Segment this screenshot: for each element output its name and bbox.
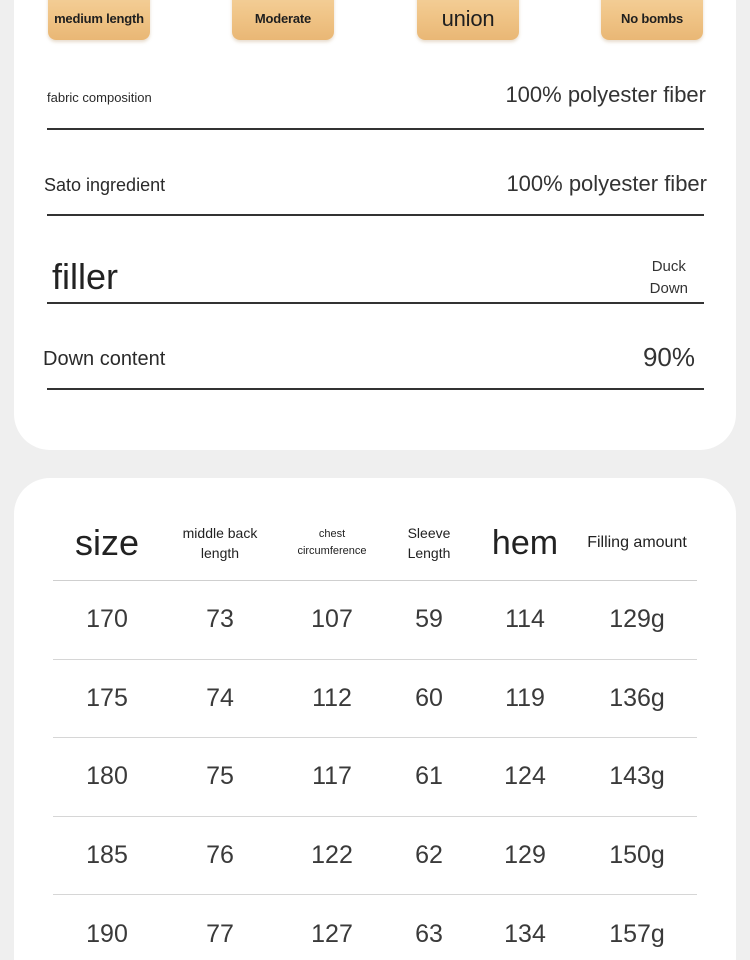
cell-chest: 107 (311, 605, 353, 634)
spec-value-down-content: 90% (642, 342, 695, 372)
divider (47, 388, 704, 390)
cell-sleeve: 60 (415, 683, 443, 712)
cell-sleeve: 61 (415, 762, 443, 791)
table-row (53, 660, 697, 739)
header-sleeve-line1: Sleeve (407, 525, 451, 541)
cell-size: 170 (86, 605, 128, 634)
cell-filling: 136g (609, 683, 665, 712)
cell-size: 190 (86, 919, 128, 948)
cell-back-length: 75 (206, 762, 234, 791)
header-chest-line1: chest (318, 528, 346, 540)
table-row (53, 895, 697, 960)
feature-tags (0, 0, 750, 40)
spec-value-filler (650, 256, 688, 300)
size-table (53, 506, 697, 960)
cell-hem: 124 (504, 762, 546, 791)
header-back-length-line1: middle back (182, 525, 258, 541)
header-chest (275, 506, 389, 580)
spec-label-fabric: fabric composition (47, 90, 152, 105)
cell-sleeve: 59 (415, 605, 443, 634)
spec-label-down-content: Down content (43, 348, 166, 370)
spec-value-filler-line1: Duck (651, 258, 686, 275)
spec-label-filler: filler (52, 256, 119, 297)
cell-filling: 143g (609, 762, 665, 791)
cell-size: 185 (86, 841, 128, 870)
header-chest-line2: circumference (297, 545, 367, 557)
cell-back-length: 74 (206, 683, 234, 712)
cell-chest: 117 (312, 762, 352, 791)
cell-size: 180 (86, 762, 128, 791)
spec-row-filler (42, 246, 708, 304)
header-sleeve-length (389, 506, 469, 580)
cell-filling: 129g (609, 605, 665, 634)
tag-fit: union (417, 0, 519, 40)
spec-value-filler-line2: Down (649, 280, 688, 297)
divider (47, 302, 704, 304)
cell-back-length: 73 (206, 605, 234, 634)
cell-hem: 114 (505, 605, 545, 634)
spec-row-fabric (42, 74, 708, 130)
spec-row-sato (42, 160, 708, 216)
cell-chest: 127 (311, 919, 353, 948)
table-row (53, 581, 697, 660)
tag-thickness: Moderate (232, 0, 334, 40)
cell-size: 175 (86, 683, 128, 712)
spec-value-sato: 100% polyester fiber (506, 171, 707, 196)
cell-hem: 134 (504, 919, 546, 948)
spec-value-fabric: 100% polyester fiber (505, 82, 706, 107)
cell-back-length: 76 (206, 841, 234, 870)
tag-elasticity: No bombs (601, 0, 703, 40)
cell-chest: 122 (311, 841, 353, 870)
header-size: size (74, 522, 140, 563)
table-row (53, 738, 697, 817)
spec-label-sato: Sato ingredient (44, 175, 166, 195)
header-back-length-line2: length (200, 545, 240, 561)
cell-hem: 129 (504, 841, 546, 870)
spec-row-down-content (42, 334, 708, 390)
cell-back-length: 77 (206, 919, 234, 948)
cell-hem: 119 (505, 683, 545, 712)
cell-sleeve: 63 (415, 919, 443, 948)
divider (47, 128, 704, 130)
divider (47, 214, 704, 216)
cell-filling: 150g (609, 841, 665, 870)
header-filling-amount: Filling amount (587, 534, 687, 551)
table-row (53, 817, 697, 896)
cell-filling: 157g (609, 919, 665, 948)
header-hem: hem (491, 523, 559, 562)
cell-sleeve: 62 (415, 841, 443, 870)
tag-length: medium length (48, 0, 150, 40)
header-sleeve-line2: Length (407, 545, 451, 561)
cell-chest: 112 (312, 683, 352, 712)
table-header-row (53, 506, 697, 581)
header-back-length (165, 506, 275, 580)
